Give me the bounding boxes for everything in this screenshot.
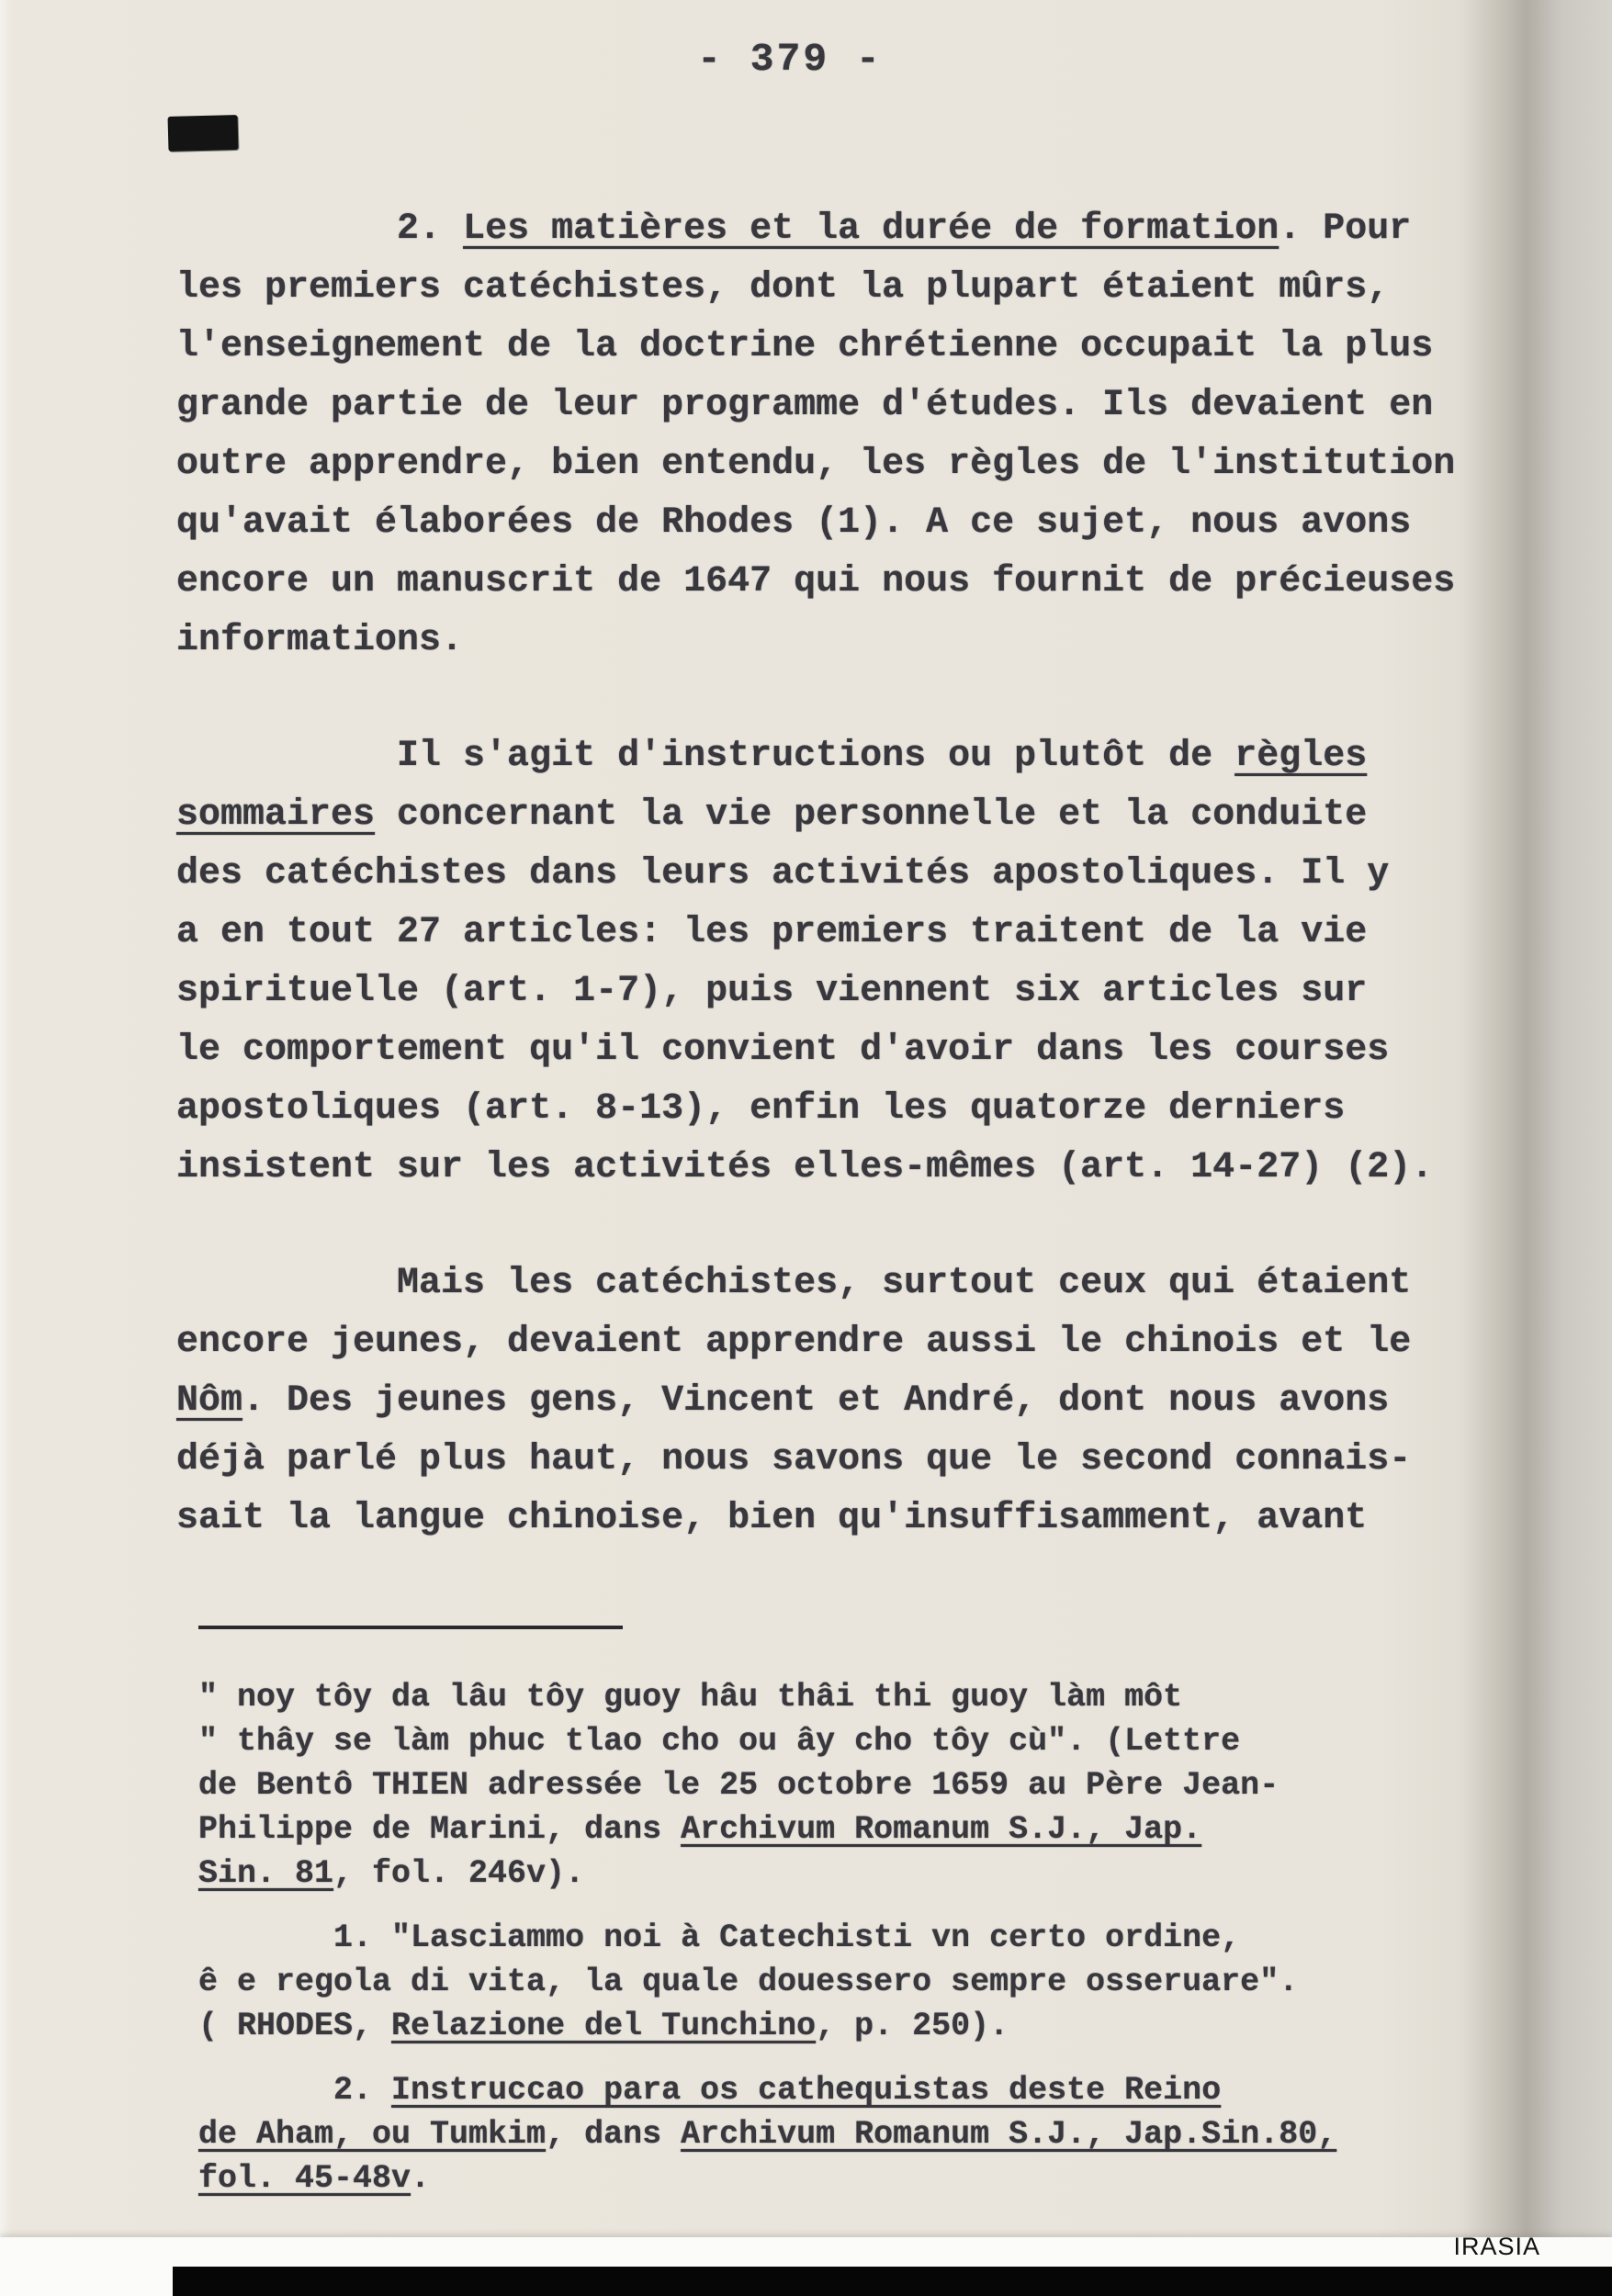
text-line: [176, 1139, 1508, 1198]
text-line: [176, 845, 1508, 904]
text-line: [176, 962, 1508, 1021]
text-line: [198, 1851, 1508, 1896]
text-line: [176, 904, 1508, 962]
text-segment: encore un manuscrit de 1647 qui nous fournit de précieuses: [176, 561, 1456, 602]
text-segment: sait la langue chinoise, bien qu'insuffisamment, avant: [176, 1498, 1368, 1539]
text-line: [176, 435, 1508, 494]
paragraph-formation: [176, 200, 1508, 670]
footnotes-block: [198, 1675, 1508, 2200]
underlined-text-segment: Les matières et la durée de formation: [463, 208, 1279, 250]
text-segment: insistent sur les activités elles-mêmes (art. 14-27) (2).: [176, 1147, 1434, 1188]
text-line: [198, 2156, 1508, 2200]
underlined-text-segment: fol. 45-48v: [198, 2160, 411, 2197]
footnote-continuation: [198, 1675, 1508, 1896]
text-segment: 1. "Lasciammo noi à Catechisti vn certo ordine,: [198, 1919, 1241, 1956]
text-segment: . Des jeunes gens, Vincent et André, dont nous avons: [242, 1380, 1390, 1422]
text-line: [176, 786, 1508, 845]
footnote-separator: [198, 1626, 623, 1629]
text-line: [176, 1080, 1508, 1139]
underlined-text-segment: Archivum Romanum S.J., Jap.Sin.80,: [681, 2116, 1337, 2153]
text-segment: de Bentô THIEN adressée le 25 octobre 1659 au Père Jean-: [198, 1767, 1279, 1804]
text-line: [176, 553, 1508, 612]
text-line: [198, 2112, 1508, 2156]
text-line: [176, 1021, 1508, 1080]
text-segment: " thây se làm phuc tlao cho ou ây cho tôy cù". (Lettre: [198, 1723, 1241, 1760]
footnote-2: [198, 2068, 1508, 2200]
text-segment: qu'avait élaborées de Rhodes (1). A ce sujet, nous avons: [176, 502, 1412, 544]
text-segment: déjà parlé plus haut, nous savons que le second connais-: [176, 1439, 1412, 1480]
text-segment: Philippe de Marini, dans: [198, 1811, 682, 1848]
text-line: [176, 259, 1508, 318]
underlined-text-segment: règles: [1234, 736, 1368, 777]
text-line: [198, 1916, 1508, 1960]
text-segment: les premiers catéchistes, dont la plupart étaient mûrs,: [176, 267, 1390, 309]
text-line: [176, 1313, 1508, 1372]
text-line: [176, 1372, 1508, 1431]
text-segment: spirituelle (art. 1-7), puis viennent six articles sur: [176, 971, 1368, 1012]
text-segment: ê e regola di vita, la quale douessero sempre osseruare".: [198, 1964, 1299, 2000]
text-column: [176, 200, 1508, 2200]
text-segment: concernant la vie personnelle et la conduite: [375, 794, 1368, 836]
underlined-text-segment: Archivum Romanum S.J., Jap.: [681, 1811, 1202, 1848]
text-segment: " noy tôy da lâu tôy guoy hâu thâi thi guoy làm môt: [198, 1679, 1183, 1716]
text-line: [198, 1807, 1508, 1851]
page-number: - 379 -: [697, 37, 883, 82]
text-segment: le comportement qu'il convient d'avoir dans les courses: [176, 1030, 1390, 1071]
text-segment: Il s'agit d'instructions ou plutôt de: [176, 736, 1235, 777]
paragraph-regles-sommaires: [176, 727, 1508, 1198]
scan-bottom-bar: [173, 2267, 1612, 2296]
text-segment: Mais les catéchistes, surtout ceux qui étaient: [176, 1263, 1412, 1304]
underlined-text-segment: Instruccao para os cathequistas deste Reino: [391, 2072, 1222, 2109]
text-segment: 2.: [198, 2072, 392, 2109]
text-line: [198, 1763, 1508, 1807]
text-segment: encore jeunes, devaient apprendre aussi le chinois et le: [176, 1322, 1412, 1363]
text-line: [176, 318, 1508, 377]
text-line: [176, 612, 1508, 670]
underlined-text-segment: de Aham, ou Tumkim: [198, 2116, 547, 2153]
underlined-text-segment: Nôm: [176, 1380, 243, 1422]
text-line: [198, 2004, 1508, 2048]
paragraph-chinois-nom: [176, 1255, 1508, 1548]
text-line: [176, 1490, 1508, 1548]
scan-bottom-strip: [0, 2233, 1612, 2296]
footnote-1: [198, 1916, 1508, 2048]
text-line: [198, 1719, 1508, 1763]
underlined-text-segment: sommaires: [176, 794, 376, 836]
text-segment: 2.: [176, 208, 464, 250]
text-line: [198, 1675, 1508, 1719]
text-segment: , p. 250).: [816, 2008, 1009, 2044]
text-segment: grande partie de leur programme d'études. Ils devaient en: [176, 385, 1434, 426]
text-segment: a en tout 27 articles: les premiers traitent de la vie: [176, 912, 1368, 953]
ink-mark: [168, 115, 239, 152]
text-line: [176, 200, 1508, 259]
text-segment: , fol. 246v).: [333, 1855, 585, 1892]
text-segment: apostoliques (art. 8-13), enfin les quatorze derniers: [176, 1088, 1346, 1130]
text-segment: . Pour: [1279, 208, 1412, 250]
text-line: [176, 1431, 1508, 1490]
text-segment: .: [411, 2160, 431, 2197]
text-line: [176, 1255, 1508, 1313]
text-line: [198, 2068, 1508, 2112]
underlined-text-segment: Relazione del Tunchino: [391, 2008, 817, 2044]
text-line: [176, 377, 1508, 435]
text-segment: informations.: [176, 620, 464, 661]
text-segment: outre apprendre, bien entendu, les règles de l'institution: [176, 444, 1456, 485]
text-segment: des catéchistes dans leurs activités apostoliques. Il y: [176, 853, 1390, 895]
text-line: [198, 1960, 1508, 2004]
underlined-text-segment: Sin. 81: [198, 1855, 334, 1892]
text-segment: ( RHODES,: [198, 2008, 392, 2044]
text-segment: , dans: [546, 2116, 682, 2153]
irasia-watermark: IRASIA: [1453, 2233, 1540, 2260]
text-line: [176, 494, 1508, 553]
text-line: [176, 727, 1508, 786]
text-segment: l'enseignement de la doctrine chrétienne occupait la plus: [176, 326, 1434, 367]
